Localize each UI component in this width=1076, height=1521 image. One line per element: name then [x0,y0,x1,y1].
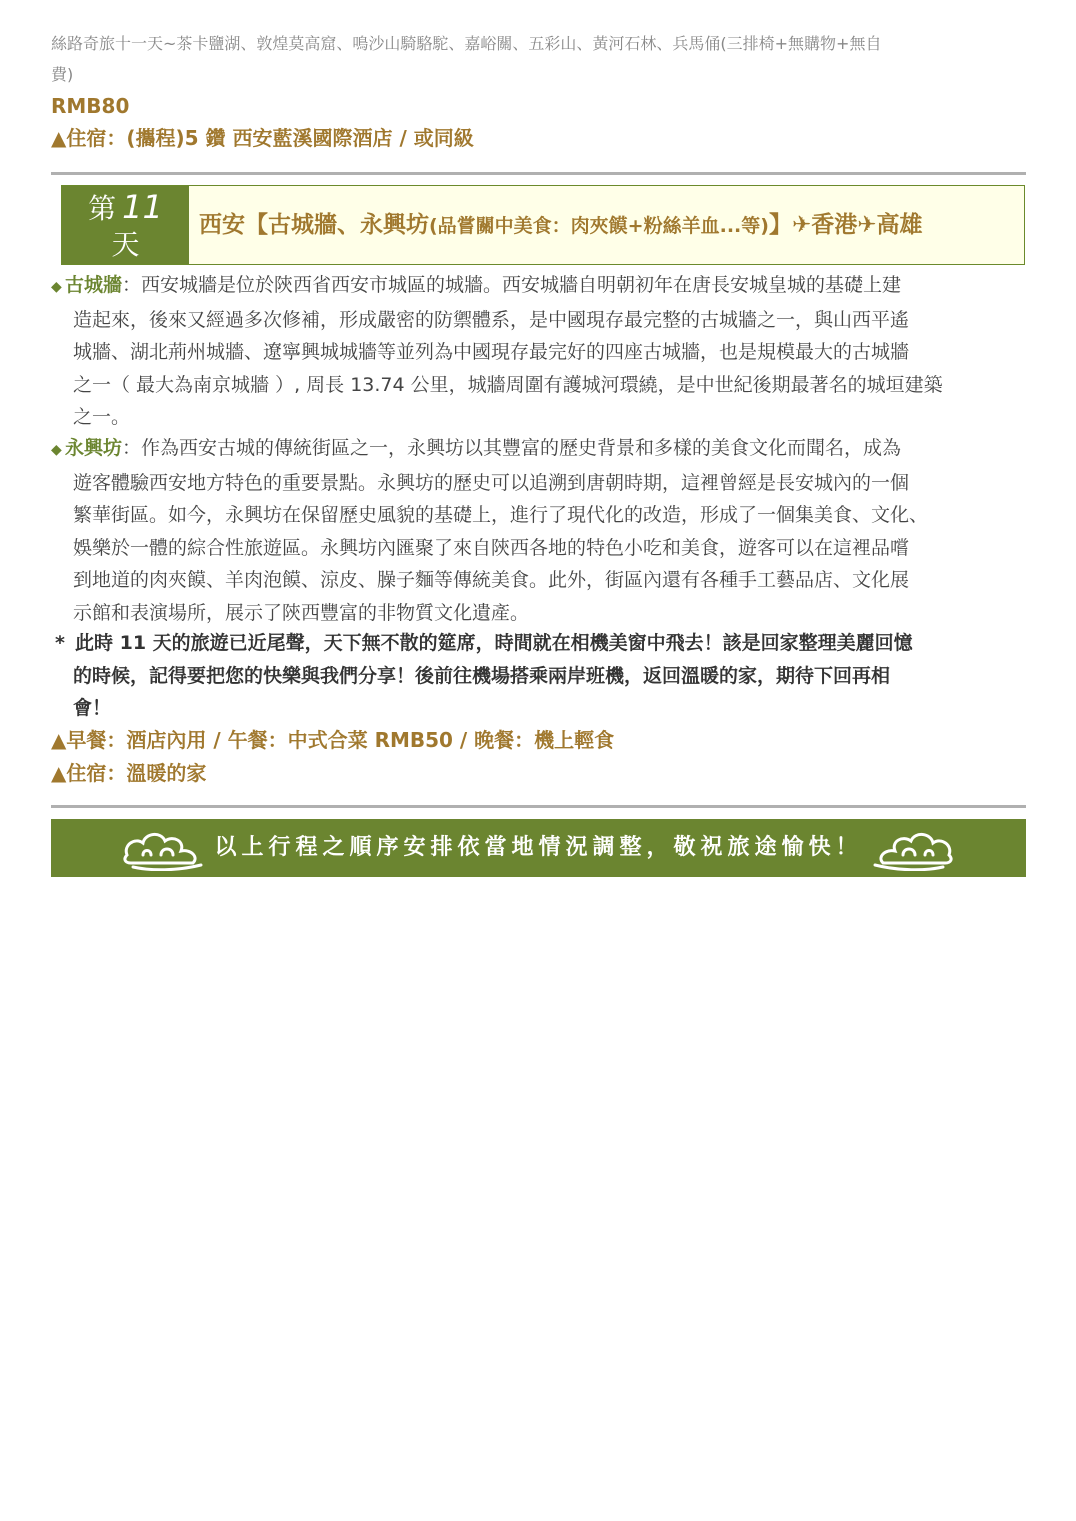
stay-info: ▲住宿：溫暖的家 [51,761,207,785]
sight-city-wall [51,269,1026,434]
trip-summary [51,627,1026,725]
summary-line: 會！ [73,697,112,719]
sight-text-line: 到地道的肉夾饃、羊肉泡饃、涼皮、臊子麵等傳統美食。此外，街區內還有各種手工藝品店、文化展 [73,569,910,591]
day-title [199,186,923,264]
sight-text-line: 繁華街區。如今，永興坊在保留歷史風貌的基礎上，進行了現代化的改造，形成了一個集美食、文化、 [73,504,929,526]
sight-text-line: ：作為西安古城的傳統街區之一，永興坊以其豐富的歷史背景和多樣的美食文化而聞名，成為 [122,437,902,459]
sight-text-line: 造起來，後來又經過多次修補，形成嚴密的防禦體系，是中國現存最完整的古城牆之一，與山西平遙 [73,308,910,331]
day-title-main: 西安【古城牆、永興坊 [199,212,429,238]
tour-title-line-1: 絲路奇旅十一天~茶卡鹽湖、敦煌莫高窟、鳴沙山騎駱駝、嘉峪關、五彩山、黃河石林、兵馬俑(三排椅+無購物+無自 [51,34,882,53]
summary-line: 的時候，記得要把您的快樂與我們分享！後前往機場搭乘兩岸班機，返回溫暖的家，期待下回再相 [73,664,891,687]
previous-day-hotel: ▲住宿：(攜程)5 鑽 西安藍溪國際酒店 / 或同級 [51,126,474,150]
tour-title [51,28,991,90]
summary-line: 此時 11 天的旅遊已近尾聲，天下無不散的筵席，時間就在相機美窗中飛去！該是回家整理美麗回憶 [75,632,913,654]
divider-top [51,172,1026,175]
sight-text-line: 之一（ 最大為南京城牆 ）, 周長 13.74 公里，城牆周圍有護城河環繞，是中世紀後期最著名的城垣建築 [73,373,943,396]
sight-text-line: 娛樂於一體的綜合性旅遊區。永興坊內匯聚了來自陝西各地的特色小吃和美食，遊客可以在這裡品嚐 [73,536,910,559]
summary-marker: * [55,632,65,654]
day-number-badge [62,186,189,264]
sight-text-line: ：西安城牆是位於陝西省西安市城區的城牆。西安城牆自明朝初年在唐長安城皇城的基礎上建 [122,274,902,296]
day-title-sub: (品嘗關中美食：肉夾饃+粉絲羊血...等) [429,215,769,237]
day-header [61,185,1025,265]
sight-name: 永興坊 [65,437,123,459]
divider-bottom [51,805,1026,808]
tour-title-line-2: 費) [51,65,74,84]
sight-text-line: 之一。 [73,406,131,428]
diamond-bullet-icon: ◆ [51,442,62,458]
price-text: RMB80 [51,94,130,118]
day-label-prefix: 第 [88,192,117,225]
day-title-end: 】✈香港✈高雄 [768,212,923,238]
sight-text-line: 遊客體驗西安地方特色的重要景點。永興坊的歷史可以追溯到唐朝時期，這裡曾經是長安城內的一個 [73,471,910,494]
day-number: 11 [122,188,163,226]
cloud-ornament-icon [871,825,955,871]
footer-message: 以上行程之順序安排依當地情況調整，敬祝旅途愉快！ [214,835,863,860]
sight-name: 古城牆 [65,274,123,296]
sight-text-line: 城牆、湖北荊州城牆、遼寧興城城牆等並列為中國現存最完好的四座古城牆，也是規模最大的古城牆 [73,341,910,363]
sight-yongxingfang [51,432,1026,629]
sight-text-line: 示館和表演場所，展示了陝西豐富的非物質文化遺產。 [73,601,530,624]
day-label-suffix: 天 [111,228,140,261]
footer-banner [51,819,1026,877]
diamond-bullet-icon: ◆ [51,279,62,295]
meals-info: ▲早餐：酒店內用 / 午餐：中式合菜 RMB50 / 晚餐：機上輕食 [51,728,615,752]
